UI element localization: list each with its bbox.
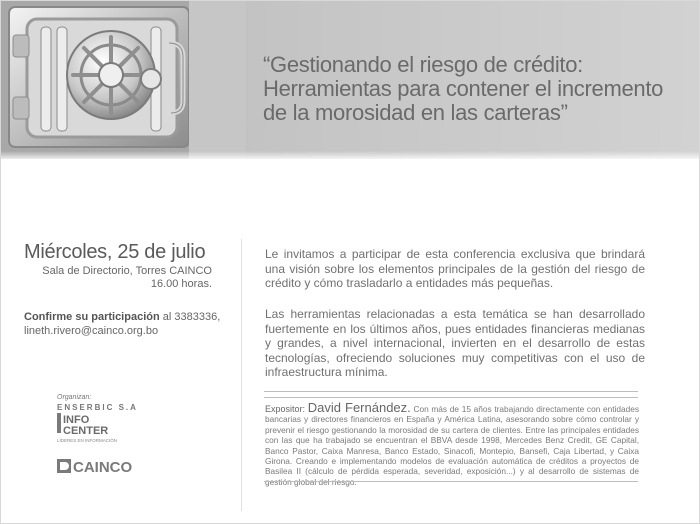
header-fade xyxy=(1,151,700,159)
divider-top xyxy=(264,391,638,392)
cainco-logo-icon xyxy=(57,456,152,476)
rsvp-phone: al 3383336, xyxy=(159,311,221,323)
tools-paragraph: Las herramientas relacionadas a esta temática se han desarrollado fuertemente en los últimos años, pues entidades financieras medianas y grandes, a nivel internacional, invierten en el desarrollo de estas tecnologías, ofreciendo soluciones muy competitivas con el uso de infraestructura mínima. xyxy=(265,307,645,379)
header-band xyxy=(1,1,700,159)
speaker-bio-text: Con más de 15 años trabajando directamente con entidades bancarias y directores financieros en España y América Latina, asesorando sobre cómo controlar y prevenir el riesgo gestionando la morosidad de su cartera de clientes. Entre las principales entidades con las que ha trabajado se encuentran el BBVA desde 1998, Mercedes Benz Credit, GE Capital, Banco Pastor, Caixa Manresa, Banco Estado, Sinacofi, Montepio, Bansefi, Caja Libertad, y Caixa Girona. Creando e implementando modelos de evaluación automática de créditos a proyectos de Basilea II (cálculo de pérdida esperada, severidad, exposición...) y al desarrollo de sistemas de xyxy=(265,404,639,477)
speaker-label: Expositor: xyxy=(265,404,306,414)
event-time: 16.00 horas. xyxy=(150,278,212,290)
organizers-label: Organizan: xyxy=(57,394,92,401)
rsvp-label: Confirme su participación xyxy=(24,311,160,323)
enserbic-logo-text: ENSERBIC S.A xyxy=(57,403,138,412)
intro-paragraph: Le invitamos a participar de esta conferencia exclusiva que brindará una visión sobre los elementos principales de la gestión del riesgo de crédito y cómo trasladarlo a entidades más pequeñas. xyxy=(265,247,645,290)
column-divider xyxy=(241,239,242,511)
divider-top-inner xyxy=(264,397,638,398)
speaker-bio xyxy=(265,400,639,487)
divider-bottom xyxy=(264,481,638,482)
cainco-logo xyxy=(57,456,152,476)
vault-door-image xyxy=(1,1,246,159)
title-line-3: de la morosidad en las carteras” xyxy=(263,100,568,125)
logo-info-text: INFO xyxy=(63,414,90,426)
speaker-name: David Fernández. xyxy=(307,400,411,415)
vault-door-icon xyxy=(1,1,246,159)
cainco-text: CAINCO xyxy=(73,459,133,476)
logo-center-text: CENTER xyxy=(63,425,109,437)
infocenter-logo xyxy=(57,410,147,450)
page-title xyxy=(263,53,693,125)
title-line-1: “Gestionando el riesgo de crédito: xyxy=(263,52,583,77)
rsvp-block xyxy=(24,310,220,338)
event-date: Miércoles, 25 de julio xyxy=(24,241,206,263)
infocenter-logo-icon xyxy=(57,410,147,450)
logo-tagline: LÍDERES EN INFORMACIÓN xyxy=(57,438,118,443)
event-place: Sala de Directorio, Torres CAINCO xyxy=(42,265,212,277)
rsvp-line xyxy=(24,310,220,324)
rsvp-email-link[interactable]: lineth.rivero@cainco.org.bo xyxy=(24,325,159,337)
title-line-2: Herramientas para contener el incremento xyxy=(263,76,664,101)
